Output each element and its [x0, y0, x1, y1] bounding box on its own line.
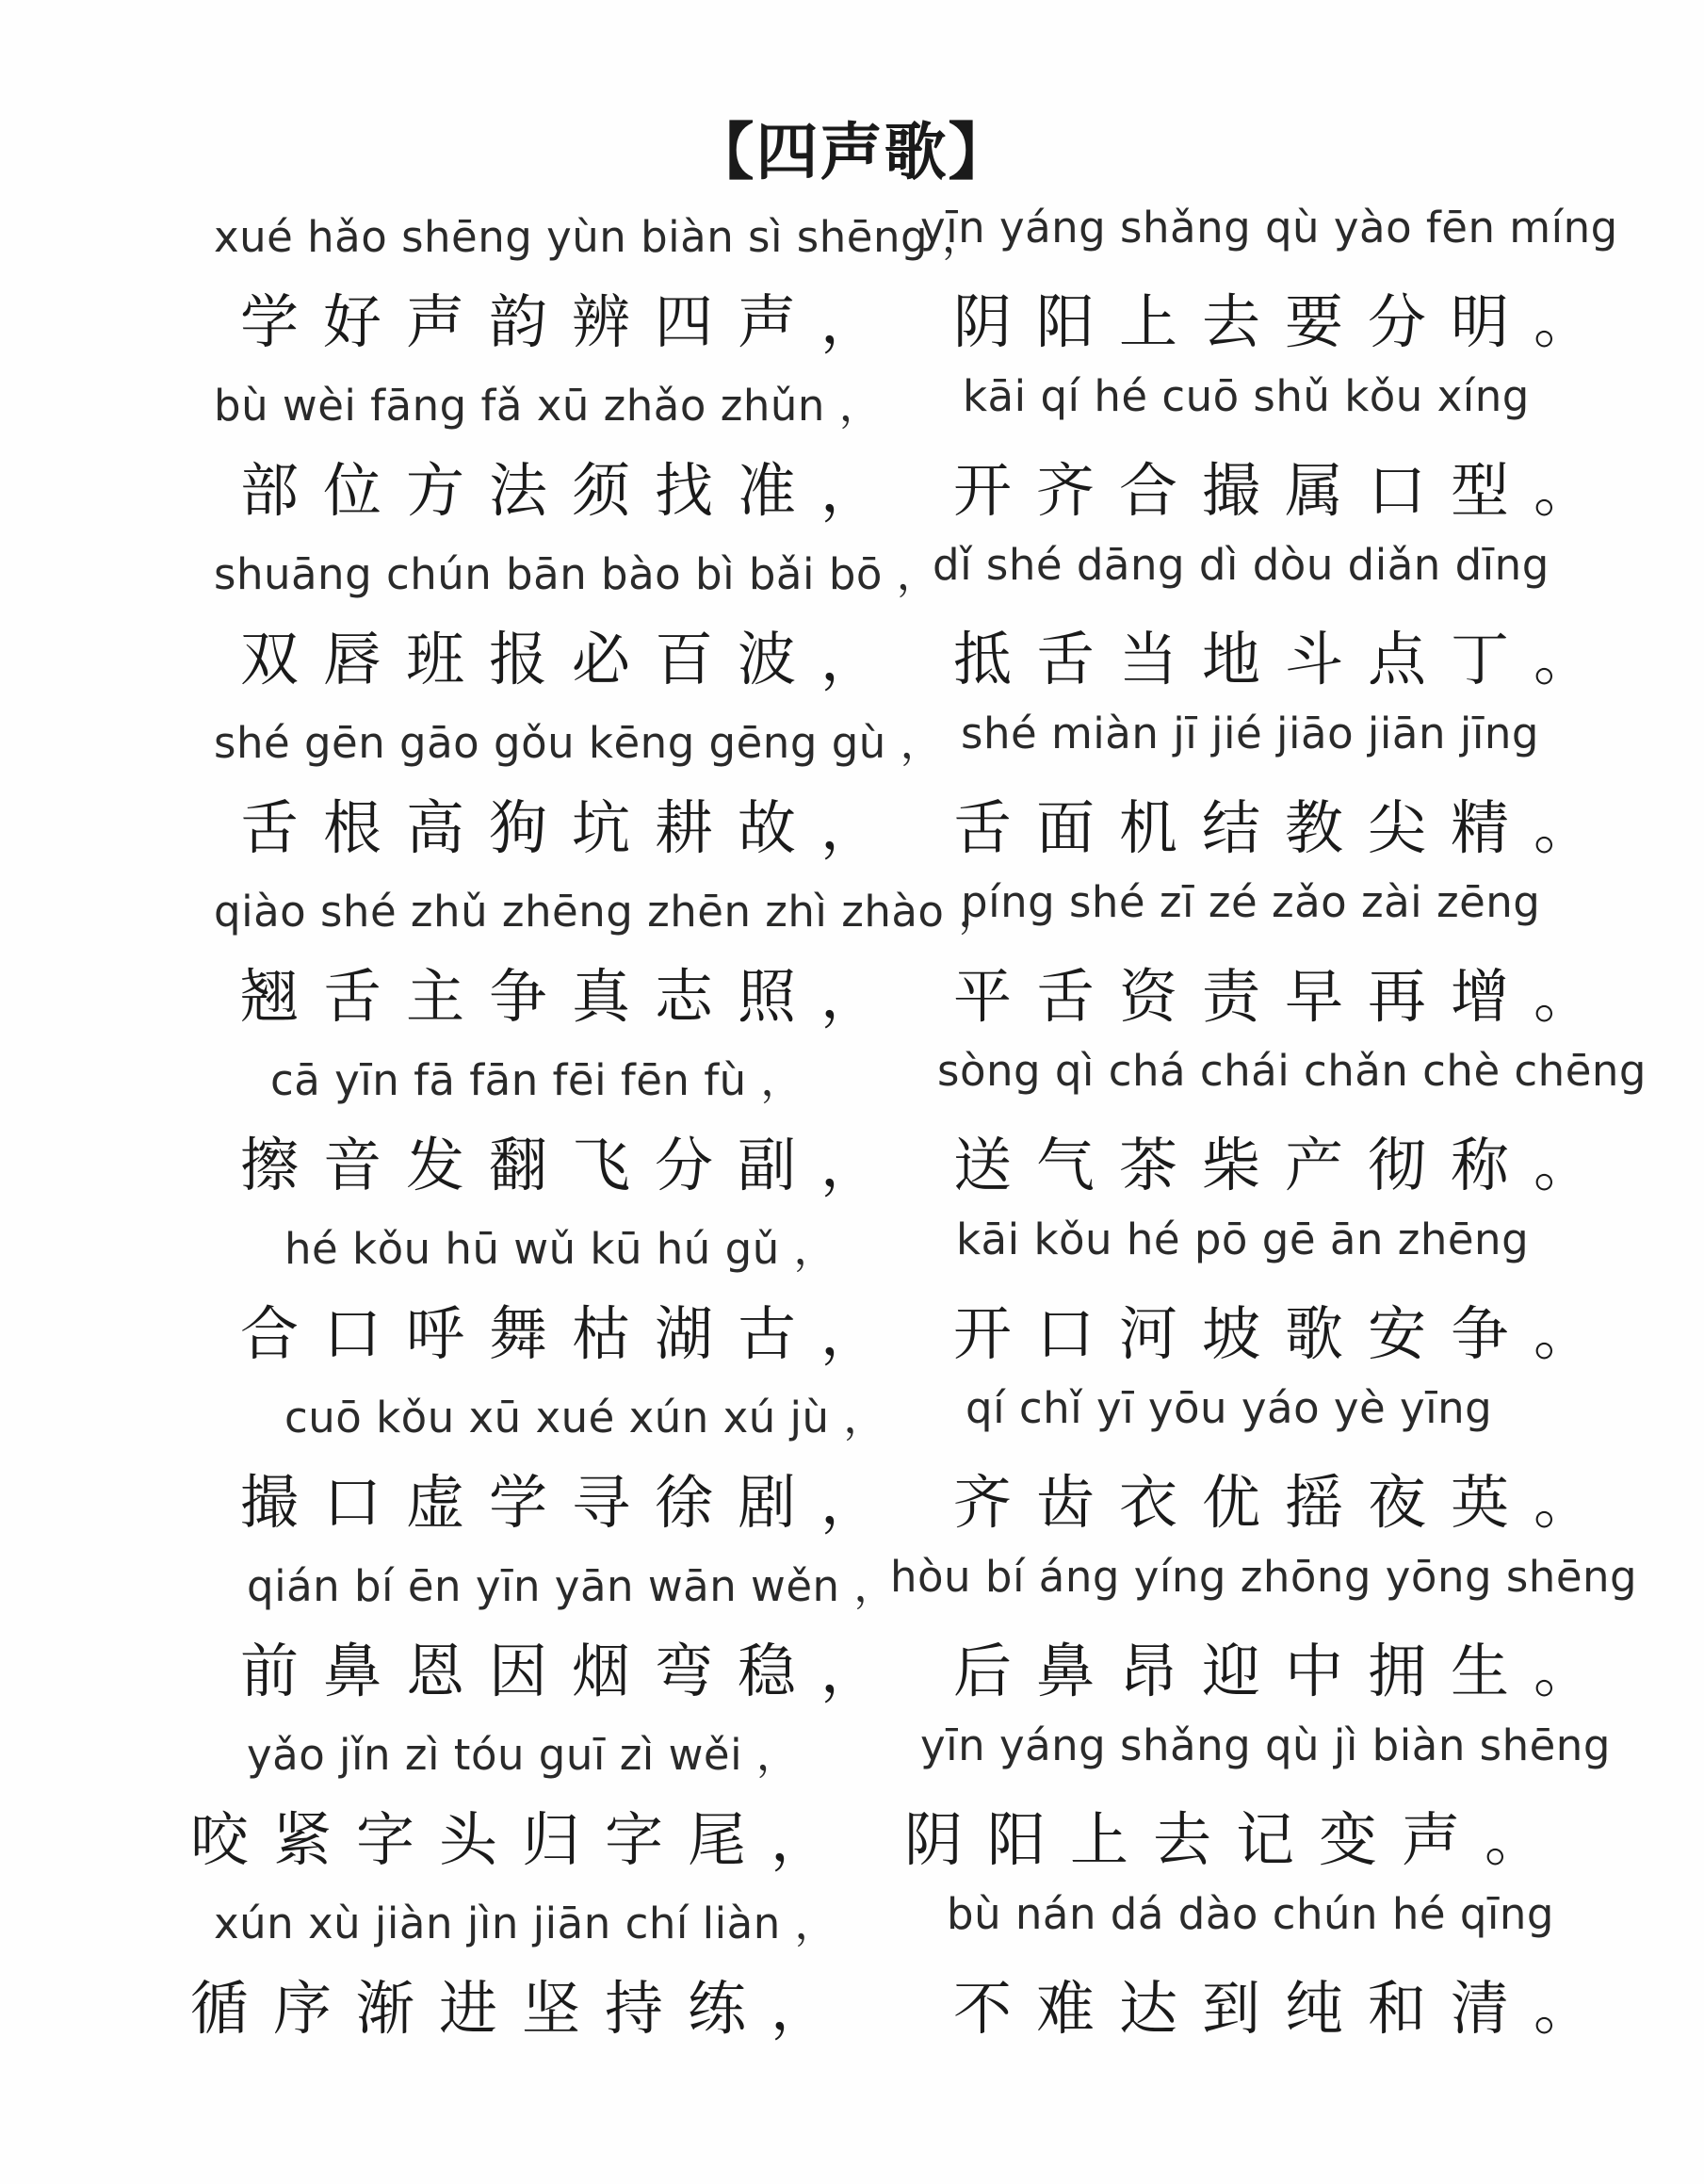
- hanzi-line-left-7: 合口呼舞枯湖古，: [240, 1299, 904, 1368]
- pinyin-line-left-1: xué hǎo shēng yùn biàn sì shēng ，: [214, 212, 985, 262]
- hanzi-line-left-9: 前鼻恩因烟弯稳，: [240, 1637, 904, 1705]
- pinyin-line-left-5: qiào shé zhǔ zhēng zhēn zhì zhào ，: [214, 887, 1001, 937]
- hanzi-line-right-3: 抵舌当地斗点丁。: [953, 625, 1617, 693]
- hanzi-line-left-6: 擦音发翻飞分副，: [240, 1131, 904, 1199]
- pinyin-line-left-4: shé gēn gāo gǒu kēng gēng gù ，: [214, 718, 944, 768]
- hanzi-line-left-11: 循序渐进坚持练，: [190, 1974, 854, 2043]
- pinyin-line-right-11: bù nán dá dào chún hé qīng: [947, 1889, 1554, 1939]
- hanzi-line-right-5: 平舌资责早再增。: [953, 962, 1617, 1031]
- hanzi-line-left-2: 部位方法须找准，: [240, 456, 904, 525]
- hanzi-line-right-4: 舌面机结教尖精。: [953, 793, 1617, 862]
- pinyin-line-right-3: dǐ shé dāng dì dòu diǎn dīng: [933, 540, 1550, 590]
- pinyin-line-right-5: píng shé zī zé zǎo zài zēng: [961, 877, 1541, 927]
- hanzi-line-left-10: 咬紧字头归字尾，: [190, 1805, 854, 1874]
- hanzi-line-left-5: 翘舌主争真志照，: [240, 962, 904, 1031]
- pinyin-line-right-1: yīn yáng shǎng qù yào fēn míng: [920, 203, 1618, 253]
- pinyin-line-left-2: bù wèi fāng fǎ xū zhǎo zhǔn ，: [214, 381, 883, 431]
- hanzi-line-right-7: 开口河坡歌安争。: [953, 1299, 1617, 1368]
- pinyin-line-right-4: shé miàn jī jié jiāo jiān jīng: [961, 709, 1539, 758]
- pinyin-line-left-11: xún xù jiàn jìn jiān chí liàn ，: [214, 1899, 838, 1948]
- pinyin-line-right-6: sòng qì chá chái chǎn chè chēng: [937, 1046, 1647, 1096]
- pinyin-line-right-9: hòu bí áng yíng zhōng yōng shēng: [890, 1552, 1638, 1602]
- hanzi-line-right-6: 送气茶柴产彻称。: [953, 1131, 1617, 1199]
- hanzi-line-right-8: 齐齿衣优摇夜英。: [953, 1468, 1617, 1537]
- pinyin-line-left-8: cuō kǒu xū xué xún xú jù ，: [284, 1393, 886, 1442]
- hanzi-line-left-4: 舌根高狗坑耕故，: [240, 793, 904, 862]
- pinyin-line-left-10: yǎo jǐn zì tóu guī zì wěi ，: [247, 1730, 800, 1780]
- hanzi-line-right-9: 后鼻昂迎中拥生。: [953, 1637, 1617, 1705]
- hanzi-line-right-2: 开齐合撮属口型。: [953, 456, 1617, 525]
- hanzi-line-right-10: 阴阳上去记变声。: [904, 1805, 1568, 1874]
- pinyin-line-left-7: hé kǒu hū wǔ kū hú gǔ ，: [284, 1224, 837, 1274]
- pinyin-line-right-10: yīn yáng shǎng qù jì biàn shēng: [920, 1720, 1611, 1770]
- pinyin-line-right-2: kāi qí hé cuō shǔ kǒu xíng: [963, 371, 1530, 421]
- hanzi-line-left-8: 撮口虚学寻徐剧，: [240, 1468, 904, 1537]
- pinyin-line-right-8: qí chǐ yī yōu yáo yè yīng: [966, 1383, 1493, 1433]
- page-title: 【四声歌】: [691, 116, 1013, 188]
- hanzi-line-right-1: 阴阳上去要分明。: [953, 287, 1617, 356]
- pinyin-line-left-9: qián bí ēn yīn yān wān wěn ，: [247, 1561, 897, 1611]
- hanzi-line-left-1: 学好声韵辨四声，: [240, 287, 904, 356]
- hanzi-line-left-3: 双唇班报必百波，: [240, 625, 904, 693]
- pinyin-line-left-3: shuāng chún bān bào bì bǎi bō ，: [214, 549, 940, 599]
- pinyin-line-left-6: cā yīn fā fān fēi fēn fù ，: [270, 1055, 803, 1105]
- hanzi-line-right-11: 不难达到纯和清。: [953, 1974, 1617, 2043]
- pinyin-line-right-7: kāi kǒu hé pō gē ān zhēng: [956, 1214, 1530, 1264]
